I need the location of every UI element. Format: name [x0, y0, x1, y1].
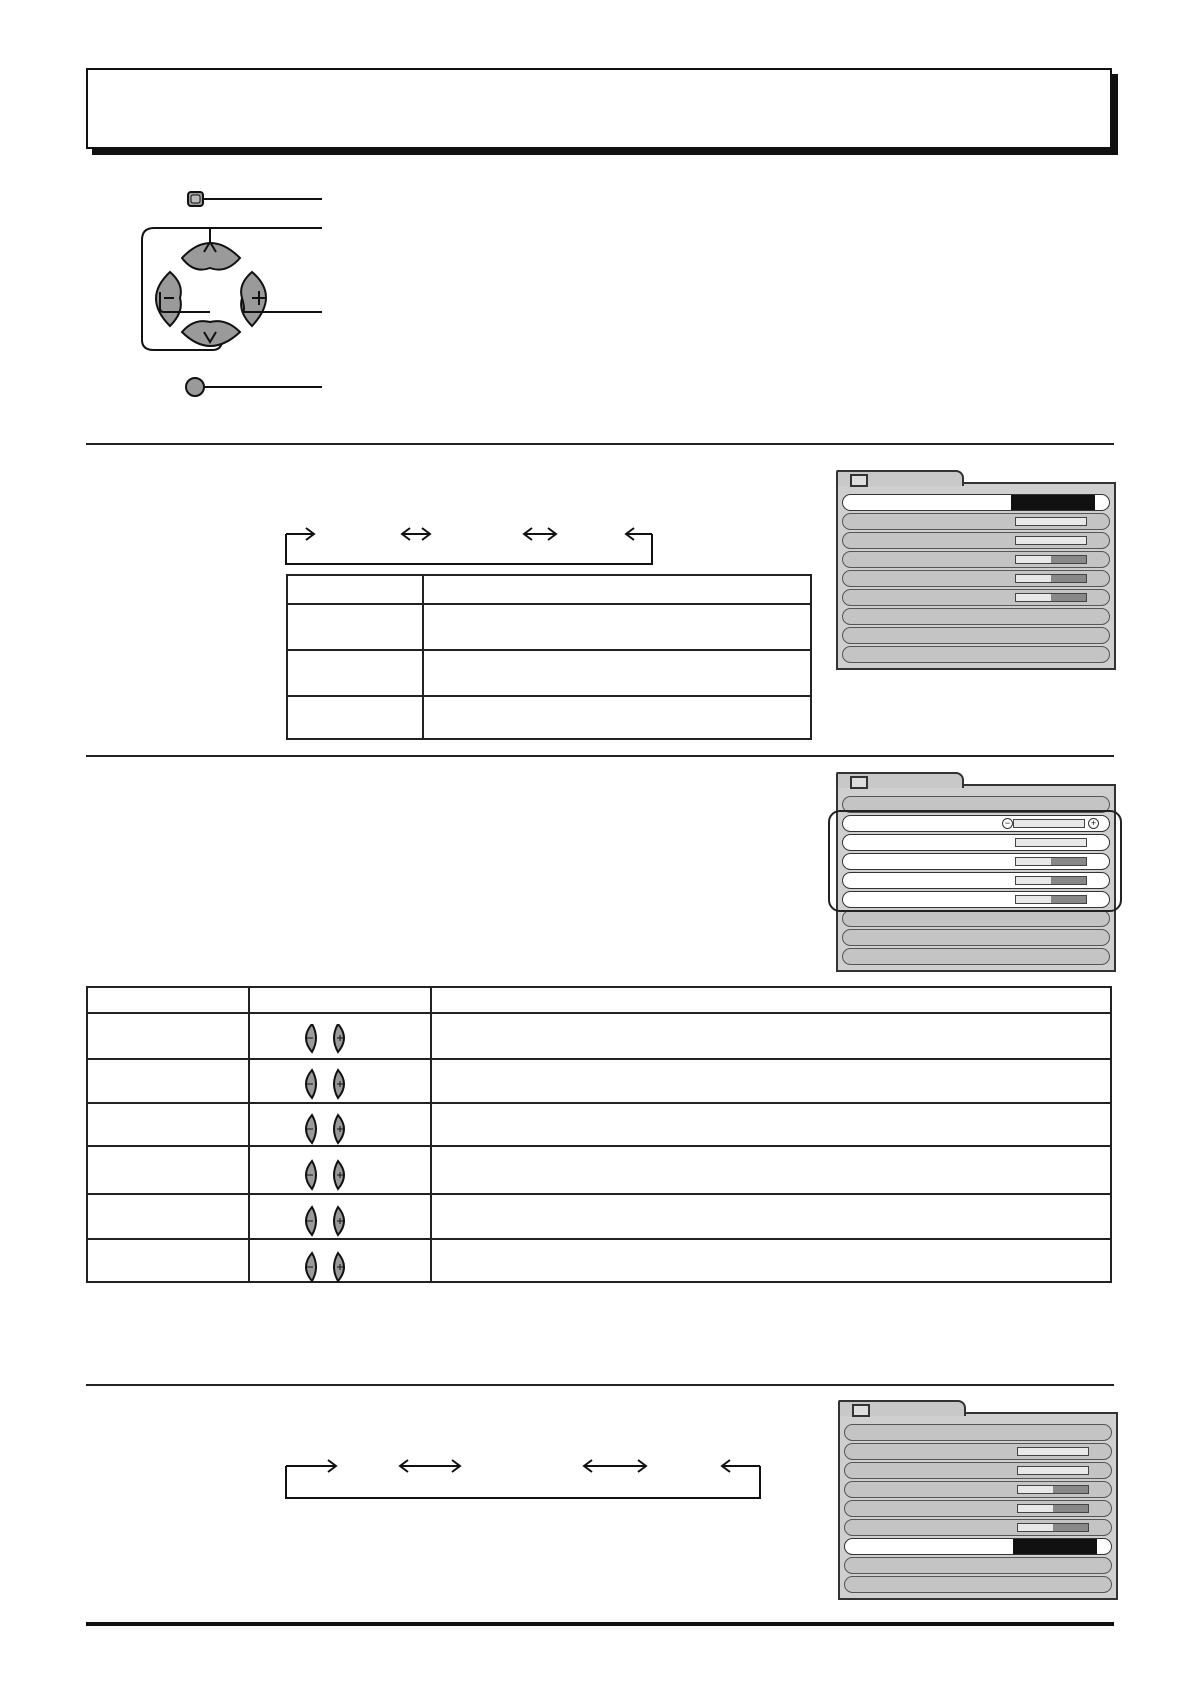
footer-rule [86, 1622, 1114, 1626]
screen-icon [850, 776, 868, 789]
osd-row [842, 948, 1110, 965]
minus-circle-icon: − [1002, 818, 1013, 829]
osd-row [844, 1500, 1112, 1517]
osd-row [844, 1557, 1112, 1574]
osd-menu-2 [836, 784, 1116, 972]
table-row [87, 1146, 1111, 1194]
table-row [87, 1194, 1111, 1239]
osd-row [842, 532, 1110, 549]
adjust-buttons-row-2 [306, 1070, 344, 1098]
adjust-table [86, 986, 1112, 1283]
screen-icon [852, 1404, 870, 1417]
osd-row [844, 1443, 1112, 1460]
cycle-diagram-2-svg [284, 1452, 764, 1502]
osd-menu-3 [838, 1412, 1118, 1600]
round-button-icon [186, 378, 204, 396]
remote-diagram [130, 180, 330, 410]
osd-tab [836, 772, 964, 788]
table-row [287, 575, 811, 604]
navigation-pad-icon [156, 228, 322, 346]
table-row [87, 1059, 1111, 1103]
adjust-buttons-row-6 [306, 1253, 344, 1281]
table-row [287, 696, 811, 739]
adjust-buttons-row-5 [306, 1207, 344, 1235]
osd-row [844, 1538, 1112, 1555]
osd-row [844, 1481, 1112, 1498]
osd-row [842, 929, 1110, 946]
osd-menu-1 [836, 482, 1116, 670]
plus-circle-icon: + [1088, 818, 1099, 829]
adjust-buttons-row-1 [306, 1024, 344, 1052]
section-divider [86, 755, 1114, 757]
table-row [287, 604, 811, 650]
osd-row [842, 513, 1110, 530]
section-divider [86, 443, 1114, 445]
cycle-diagram-2 [284, 1452, 764, 1502]
page-title-box [86, 68, 1112, 149]
osd-row [842, 551, 1110, 568]
osd-row [844, 1424, 1112, 1441]
adjust-buttons-row-3 [306, 1115, 344, 1143]
osd-row [844, 1462, 1112, 1479]
osd-row [844, 1519, 1112, 1536]
osd-row [842, 627, 1110, 644]
cycle-diagram [284, 522, 668, 566]
table-row [87, 1239, 1111, 1282]
table-row [287, 650, 811, 696]
osd-tab [836, 470, 964, 486]
table-row [87, 987, 1111, 1013]
osd-row [842, 646, 1110, 663]
adjust-buttons-svg [300, 1024, 370, 1294]
cycle-diagram-svg [284, 522, 668, 566]
osd-row [844, 1576, 1112, 1593]
section-divider [86, 1384, 1114, 1386]
adjust-buttons-column [300, 1024, 370, 1294]
osd-row [842, 570, 1110, 587]
screen-icon [850, 474, 868, 487]
selection-bracket [828, 810, 1122, 912]
table-row [87, 1013, 1111, 1059]
table-row [87, 1103, 1111, 1146]
osd-tab [838, 1400, 966, 1416]
adjust-buttons-row-4 [306, 1161, 344, 1189]
osd-row [842, 910, 1110, 927]
osd-row [842, 608, 1110, 625]
osd-row [842, 589, 1110, 606]
options-table [286, 574, 812, 740]
remote-diagram-svg [130, 180, 330, 410]
osd-row [842, 494, 1110, 511]
